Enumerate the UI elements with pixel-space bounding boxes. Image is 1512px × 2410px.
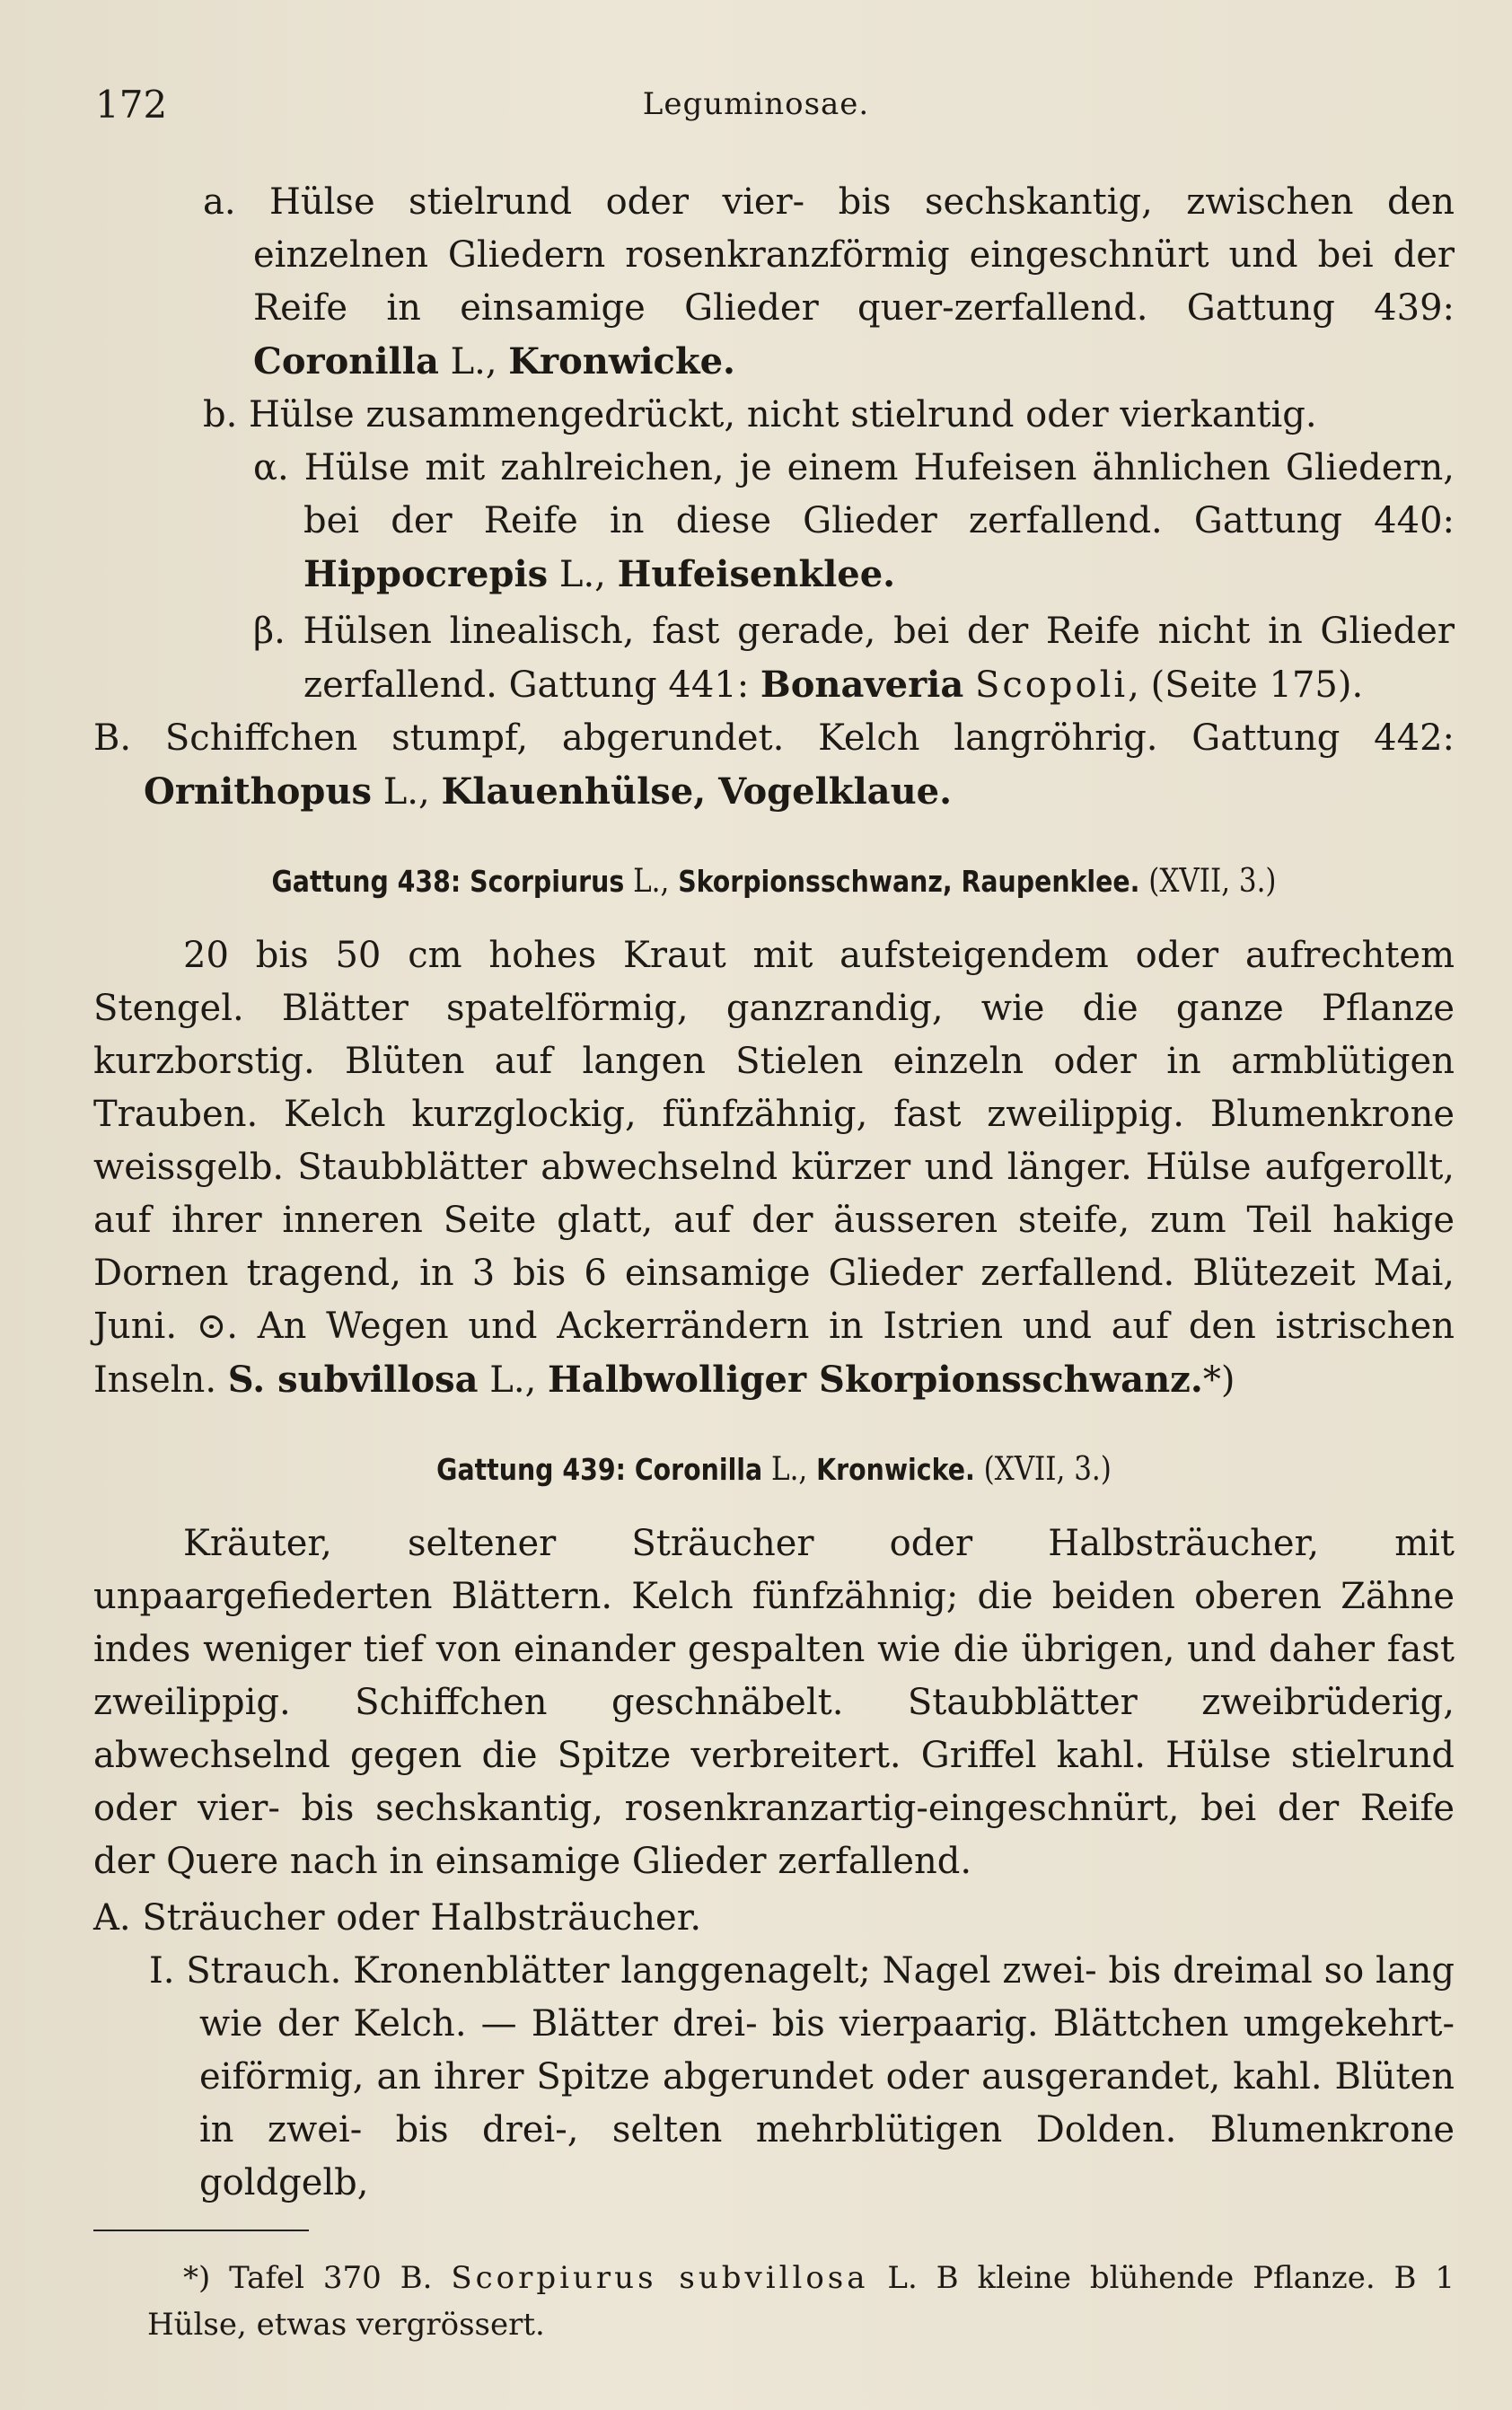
- page-number: 172: [95, 83, 168, 127]
- key-marker: β.: [253, 611, 286, 652]
- footnote-species: Scorpiurus subvillosa: [451, 2260, 869, 2296]
- section-heading-438: Gattung 438: Scorpiurus L., Skorpionsschwanz, Raupenklee. (XVII, 3.): [271, 863, 1277, 900]
- key-item-a: a. Hülse stielrund oder vier- bis sechskantig, zwischen den einzelnen Gliedern rosenkranzförmig eingeschnürt und bei der Reife in einsamige Glieder quer-zerfallend. Gattung 439: Coronilla L., Kronwicke.: [203, 181, 1455, 383]
- key-marker: B.: [93, 717, 132, 759]
- key-item-A: A. Sträucher oder Halbsträucher.: [93, 1897, 702, 1939]
- section-439-description: Kräuter, seltener Sträucher oder Halbsträucher, mit unpaargefiederten Blättern. Kelch fünfzähnig; die beiden oberen Zähne indes weniger tief von einander gespalten wie die übrigen, und daher fast zweilippig. Schiffchen geschnäbelt. Staubblätter zweibrüderig, abwechselnd gegen die Spitze verbreitert. Griffel kahl. Hülse stielrund oder vier- bis sechskantig, rosenkranzartig-eingeschnürt, bei der Reife der Quere nach in einsamige Glieder zerfallend.: [93, 1523, 1455, 1882]
- section-heading-439: Gattung 439: Coronilla L., Kronwicke. (XVII, 3.): [436, 1451, 1112, 1488]
- key-item-b: b. Hülse zusammengedrückt, nicht stielrund oder vierkantig.: [203, 394, 1317, 435]
- genus-name: Hippocrepis: [303, 553, 549, 595]
- genus-name: Ornithopus: [144, 770, 373, 813]
- key-marker: A.: [93, 1897, 131, 1939]
- common-name: Klauenhülse, Vogelklaue.: [441, 770, 953, 813]
- key-item-beta: β. Hülsen linealisch, fast gerade, bei der Reife nicht in Glieder zerfallend. Gattung 441: Bonaveria Scopoli, (Seite 175).: [253, 611, 1455, 706]
- footnote-divider: [93, 2230, 309, 2231]
- page-content: [93, 176, 1455, 2348]
- section-438-description: 20 bis 50 cm hohes Kraut mit aufsteigendem oder aufrechtem Stengel. Blätter spatelförmig, ganzrandig, wie die ganze Pflanze kurzborstig. Blüten auf langen Stielen einzeln oder in armblütigen Trauben. Kelch kurzglockig, fünfzähnig, fast zweilippig. Blumenkrone weissgelb. Staubblätter abwechselnd kürzer und länger. Hülse aufgerollt, auf ihrer inneren Seite glatt, auf der äusseren steife, zum Teil hakige Dornen tragend, in 3 bis 6 einsamige Glieder zerfallend. Blütezeit Mai, Juni. ⊙. An Wegen und Ackerrändern in Istrien und auf den istrischen Inseln. S. subvillosa L., Halbwolliger Skorpionsschwanz.*): [93, 935, 1455, 1401]
- species-name: S. subvillosa: [227, 1359, 479, 1401]
- key-marker: I.: [149, 1950, 175, 1992]
- footnote-mark: *): [1202, 1359, 1235, 1401]
- common-name: Kronwicke.: [508, 340, 735, 383]
- key-item-I: I. Strauch. Kronenblätter langgenagelt; Nagel zwei- bis dreimal so lang wie der Kelch. — Blätter drei- bis vierpaarig. Blättchen umgekehrt-eiförmig, an ihrer Spitze abgerundet oder ausgerandet, kahl. Blüten in zwei- bis drei-, selten mehrblütigen Dolden. Blumenkrone goldgelb,: [149, 1950, 1455, 2203]
- species-common-name: Halbwolliger Skorpionsschwanz.: [548, 1359, 1203, 1401]
- running-title: Leguminosae.: [642, 86, 870, 122]
- key-marker: α.: [253, 447, 289, 488]
- key-item-alpha: α. Hülse mit zahlreichen, je einem Hufeisen ähnlichen Gliedern, bei der Reife in diese Glieder zerfallend. Gattung 440: Hippocrepis L., Hufeisenklee.: [253, 447, 1455, 595]
- footnote: *) Tafel 370 B. Scorpiurus subvillosa L. B kleine blühende Pflanze. B 1 Hülse, etwas vergrössert.: [147, 2260, 1455, 2343]
- page-header: [0, 83, 1512, 136]
- key-marker: b.: [203, 394, 238, 435]
- key-marker: a.: [203, 181, 236, 223]
- genus-name: Bonaveria: [760, 664, 964, 706]
- key-item-B: B. Schiffchen stumpf, abgerundet. Kelch langröhrig. Gattung 442: Ornithopus L., Klauenhülse, Vogelklaue.: [93, 717, 1455, 813]
- genus-name: Coronilla: [253, 340, 439, 383]
- author-name: Scopoli: [975, 664, 1129, 706]
- common-name: Hufeisenklee.: [617, 553, 896, 595]
